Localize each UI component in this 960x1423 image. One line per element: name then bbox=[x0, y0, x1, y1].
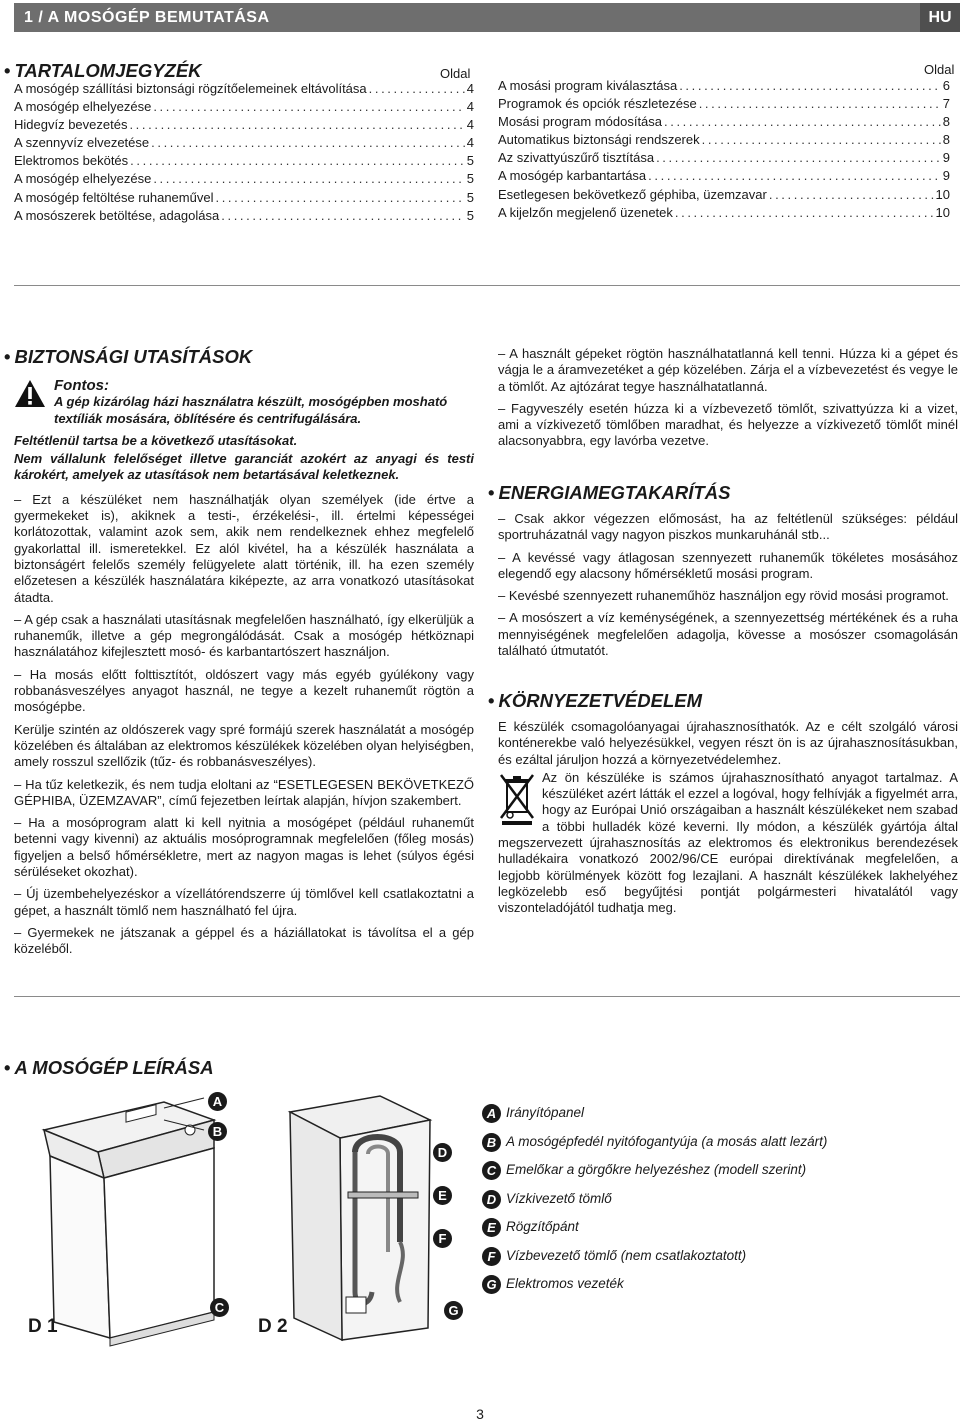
toc-left-column bbox=[14, 80, 474, 225]
safety-title: • BIZTONSÁGI UTASÍTÁSOK bbox=[4, 346, 253, 367]
toc-entry-page: 6 bbox=[942, 78, 950, 93]
toc-entry-page: 7 bbox=[942, 96, 950, 112]
toc-entry-page: 8 bbox=[942, 114, 950, 130]
toc-entry bbox=[498, 113, 950, 131]
energy-items bbox=[498, 511, 958, 665]
safety-item: Kerülje szintén az oldószerek vagy spré formájú szerek használatát a mosógép közelében és általában az elektromos készülékek közelében olyan helyiségben, amely rosszul szellőzik (tűz- és robbanásveszélyes). bbox=[14, 721, 474, 770]
toc-entry-title: A mosószerek betöltése, adagolása bbox=[14, 207, 220, 223]
toc-dot-leader bbox=[679, 77, 941, 95]
callout-c: C bbox=[210, 1298, 229, 1317]
toc-entry-title: A mosógép karbantartása bbox=[498, 168, 647, 184]
toc-entry bbox=[498, 186, 950, 204]
warning-text-2: Feltétlenül tartsa be a következő utasításokat. bbox=[14, 432, 298, 448]
legend-text: Elektromos vezeték bbox=[506, 1276, 624, 1291]
toc-entry-title: Hidegvíz bevezetés bbox=[14, 117, 128, 133]
toc-entry bbox=[14, 189, 474, 207]
legend-key: A bbox=[482, 1104, 501, 1123]
toc-entry-title: Elektromos bekötés bbox=[14, 153, 129, 169]
legend-key: F bbox=[482, 1247, 501, 1266]
figure-label-d2: D 2 bbox=[258, 1316, 288, 1337]
toc-entry-title: A mosógép szállítási biztonsági rögzítőelemeinek eltávolítása bbox=[14, 81, 367, 96]
toc-entry-page: 4 bbox=[466, 135, 474, 151]
safety-item: – A gép csak a használati utasításnak megfelelően használható, így elkerüljük a ruhaneműk, illetve a gép megrongálódását. Csak a mosógép hétköznapi használatához kifejlesztett mosó- és karbantartószert használjon. bbox=[14, 611, 474, 660]
safety-item: – Új üzembehelyezéskor a vízellátórendszerre új tömlővel kell csatlakoztatni a gépet, a használt tömlő nem használható fel újra. bbox=[14, 886, 474, 918]
header-title: 1 / A MOSÓGÉP BEMUTATÁSA bbox=[24, 9, 270, 26]
toc-entry-title: Az szivattyúszűrő tisztítása bbox=[498, 150, 655, 166]
toc-entry-title: A mosógép elhelyezése bbox=[14, 171, 152, 187]
callout-a: A bbox=[208, 1092, 227, 1111]
page-number: 3 bbox=[476, 1406, 484, 1422]
callout-f: F bbox=[433, 1229, 452, 1248]
washer-back-illustration bbox=[260, 1092, 440, 1342]
toc-entry-title: Mosási program módosítása bbox=[498, 114, 663, 130]
toc-entry bbox=[14, 152, 474, 170]
legend-key: C bbox=[482, 1161, 501, 1180]
description-title: • A MOSÓGÉP LEÍRÁSA bbox=[4, 1057, 214, 1078]
safety-item: – Gyermekek ne játszanak a géppel és a háziállatokat is távolítsa el a gép közeléből. bbox=[14, 924, 474, 957]
callout-d: D bbox=[433, 1143, 452, 1162]
callout-g: G bbox=[444, 1301, 463, 1320]
toc-entry bbox=[498, 131, 950, 149]
legend-item bbox=[482, 1247, 882, 1267]
warning-text-3: Nem vállalunk felelőséget illetve garanciát azokért az anyagi és testi károkért, amelyek az utasítások nem betartásával keletkeznek. bbox=[14, 451, 474, 483]
toc-entry bbox=[14, 207, 474, 225]
toc-dot-leader bbox=[153, 170, 464, 188]
toc-dot-leader bbox=[215, 189, 464, 207]
divider-bottom bbox=[14, 996, 960, 997]
toc-entry-page: 10 bbox=[935, 204, 950, 220]
toc-page-label-left: Oldal bbox=[440, 66, 471, 81]
energy-item: – A mosószert a víz keménységének, a szennyezettség mértékének és a ruha mennyiségének megfelelően adagolja, kövesse a mosószer csomagolásán található útmutatót. bbox=[498, 610, 958, 659]
safety-left-column bbox=[14, 378, 474, 964]
toc-dot-leader bbox=[648, 167, 941, 185]
warning-text-1: A gép kizárólag házi használatra készült, mosógépben mosható textíliák mosására, öblítésére és centrifugálására. bbox=[54, 394, 448, 426]
callout-e: E bbox=[433, 1186, 452, 1205]
toc-entry-title: A mosógép feltöltése ruhaneművel bbox=[14, 189, 214, 205]
legend-item bbox=[482, 1104, 882, 1124]
safety-right-column bbox=[498, 346, 958, 456]
energy-item: – Kevésbé szennyezett ruhaneműhöz használjon egy rövid mosási programot. bbox=[498, 588, 949, 604]
safety-item: – Ha a mosóprogram alatt ki kell nyitnia a mosógépet (például ruhaneműt betenni vagy kivenni) az aktuális mosóprogramnak megfelelően (főleg mosás) figyeljen a belső hőmérsékletre, mert az nagyon magas is lehet (súlyos égési sérüléseket okozhat). bbox=[14, 815, 474, 880]
toc-entry-page: 4 bbox=[466, 117, 474, 133]
warning-block bbox=[14, 378, 474, 427]
legend-key: B bbox=[482, 1133, 501, 1152]
environment-paragraph-2: Az ön készüléke is számos újrahasznosítható anyagot tartalmaz. A készüléket azért látták el ezzel a logóval, hogy felhívják a figyelmét arra, hogy az Európai Unió országaiban a használt készülékeket nem szabad a többi hulladék közé keverni. Ily módon, a készülék gyártója által megszervezett újrahasznosítás az elektromos és elektronikus berendezések hulladékaira vonatkozó 2002/96/CE európai direktívának megfelelően, a legjobb körülmények között fog lezajlani. A használt készülékek lakhelyéhez legközelebb eső begyűjtési pontját polgármesteri hivatalától vagy viszonteladójától tudhatja meg. bbox=[498, 769, 958, 916]
environment-paragraph-1: E készülék csomagolóanyagai újrahasznosíthatók. Az e célt szolgáló városi konténerekbe való helyezésükkel, vegyen részt ön is az újrahasznosításukban, és ezáltal járuljon hozzá a környezetvédelemhez. bbox=[498, 719, 958, 767]
weee-bin-icon bbox=[498, 772, 536, 826]
toc-dot-leader bbox=[699, 95, 941, 113]
toc-entry-title: Programok és opciók részletezése bbox=[498, 96, 697, 112]
toc-entry-title: A mosási program kiválasztása bbox=[498, 78, 678, 93]
legend-key: D bbox=[482, 1190, 501, 1209]
toc-title: • TARTALOMJEGYZÉK bbox=[4, 60, 202, 81]
toc-entry-page: 9 bbox=[942, 150, 950, 166]
toc-entry-page: 5 bbox=[466, 171, 474, 187]
legend-item bbox=[482, 1133, 882, 1153]
legend-text: Rögzítőpánt bbox=[506, 1219, 579, 1234]
toc-entry bbox=[498, 167, 950, 185]
toc-entry-title: Automatikus biztonsági rendszerek bbox=[498, 132, 700, 148]
toc-entry-page: 9 bbox=[942, 168, 950, 184]
toc-entry-page: 5 bbox=[466, 153, 474, 169]
washer-front-illustration bbox=[14, 1090, 224, 1350]
toc-entry bbox=[14, 170, 474, 188]
safety-item: – Fagyveszély esetén húzza ki a vízbevezető tömlőt, szivattyúzza ki a vizet, ami a vízkivezető tömlőben maradhat, és helyezze a vízkivezető tömlőt minél alacsonyabbra, egy lavórba vezetve. bbox=[498, 400, 958, 449]
toc-dot-leader bbox=[130, 152, 465, 170]
safety-item: – Ezt a készüléket nem használhatják olyan személyek (ide értve a gyermekeket is), akiknek a testi-, érzékelési-, ill. értelmi képességei korlátozottak, valamint azok sem, akik nem rendelkeznek ehhez megfelelő gyakorlattal ill. ismeretekkel. Ez alól kivétel, ha a készülék használata a biztonságért felelős személy felügyelete alatt történik, ill. ha ezen személy előzetesen a készülék használatára kiképezte, az arra vonatkozó utasításokat átadta. bbox=[14, 491, 474, 605]
toc-dot-leader bbox=[664, 113, 941, 131]
toc-entry bbox=[14, 134, 474, 152]
toc-entry-page: 4 bbox=[466, 99, 474, 115]
toc-entry-page: 5 bbox=[466, 207, 474, 223]
toc-entry bbox=[498, 77, 950, 95]
legend-item bbox=[482, 1218, 882, 1238]
legend-text: A mosógépfedél nyitófogantyúja (a mosás alatt lezárt) bbox=[506, 1133, 828, 1149]
toc-entry-page: 8 bbox=[942, 132, 950, 148]
toc-entry-page: 10 bbox=[935, 186, 950, 202]
divider-top bbox=[14, 285, 960, 286]
language-badge: HU bbox=[920, 3, 960, 32]
toc-dot-leader bbox=[769, 186, 934, 204]
toc-dot-leader bbox=[656, 149, 941, 167]
toc-entry-page: 4 bbox=[466, 81, 474, 96]
safety-item: – Ha tűz keletkezik, és nem tudja eloltani az “ESETLEGESEN BEKÖVETKEZŐ GÉPHIBA, ÜZEMZAVAR”, című fejezetben leírtak alapján, hívjon szakembert. bbox=[14, 776, 474, 808]
toc-entry bbox=[498, 149, 950, 167]
fontos-label: Fontos: bbox=[54, 377, 109, 394]
safety-items bbox=[14, 492, 474, 958]
figure-label-d1: D 1 bbox=[28, 1316, 58, 1337]
legend-text: Vízkivezető tömlő bbox=[506, 1190, 612, 1206]
toc-entry-title: A mosógép elhelyezése bbox=[14, 99, 152, 115]
energy-item: – Csak akkor végezzen előmosást, ha az feltétlenül szükséges: például sportruházatnál vagy nagyon piszkos munkaruhánál stb... bbox=[498, 511, 958, 543]
toc-entry-title: A szennyvíz elvezetése bbox=[14, 135, 150, 151]
environment-column bbox=[498, 719, 958, 919]
toc-dot-leader bbox=[151, 134, 465, 152]
legend-item bbox=[482, 1190, 882, 1210]
page-header bbox=[14, 3, 960, 32]
toc-right-column bbox=[498, 77, 950, 222]
toc-entry bbox=[14, 116, 474, 134]
legend-key: G bbox=[482, 1275, 501, 1294]
toc-page-label-right: Oldal bbox=[924, 62, 955, 77]
toc-entry bbox=[498, 95, 950, 113]
warning-triangle-icon bbox=[14, 379, 46, 408]
legend-item bbox=[482, 1161, 882, 1181]
toc-dot-leader bbox=[702, 131, 941, 149]
toc-entry bbox=[14, 80, 474, 98]
toc-dot-leader bbox=[369, 80, 465, 98]
toc-entry bbox=[14, 98, 474, 116]
safety-item: – Ha mosás előtt folttisztítót, oldószert vagy más egyéb gyúlékony vagy robbanásveszélyes anyagot használ, ne tegye a kezelt ruhaneműt rögtön a mosógépbe. bbox=[14, 666, 474, 715]
toc-entry bbox=[498, 204, 950, 222]
energy-item: – A kevéssé vagy átlagosan szennyezett ruhaneműk tökéletes mosásához elegendő egy alacsony hőmérsékletű mosási program. bbox=[498, 549, 958, 581]
safety-item: – A használt gépeket rögtön használhatatlanná kell tenni. Húzza ki a gépet és vágja le a áramvezetéket a gép közelében. Zárja el a vízbevezetést és vegye le a tömlőt. Az ajtózárat tegye használhatatlanná. bbox=[498, 346, 958, 394]
legend-item bbox=[482, 1275, 882, 1295]
legend-key: E bbox=[482, 1218, 501, 1237]
energy-title: • ENERGIAMEGTAKARÍTÁS bbox=[488, 482, 731, 503]
toc-dot-leader bbox=[129, 116, 464, 134]
toc-entry-page: 5 bbox=[466, 189, 474, 205]
toc-entry-title: A kijelzőn megjelenő üzenetek bbox=[498, 204, 673, 220]
environment-title: • KÖRNYEZETVÉDELEM bbox=[488, 690, 703, 711]
toc-entry-title: Esetlegesen bekövetkező géphiba, üzemzavar bbox=[498, 186, 767, 202]
toc-dot-leader bbox=[221, 207, 465, 225]
callout-b: B bbox=[208, 1122, 227, 1141]
legend-text: Irányítópanel bbox=[506, 1105, 585, 1120]
toc-dot-leader bbox=[675, 204, 934, 222]
toc-dot-leader bbox=[153, 98, 464, 116]
legend-text: Emelőkar a görgőkre helyezéshez (modell szerint) bbox=[506, 1162, 807, 1177]
legend-text: Vízbevezető tömlő (nem csatlakoztatott) bbox=[506, 1247, 747, 1263]
